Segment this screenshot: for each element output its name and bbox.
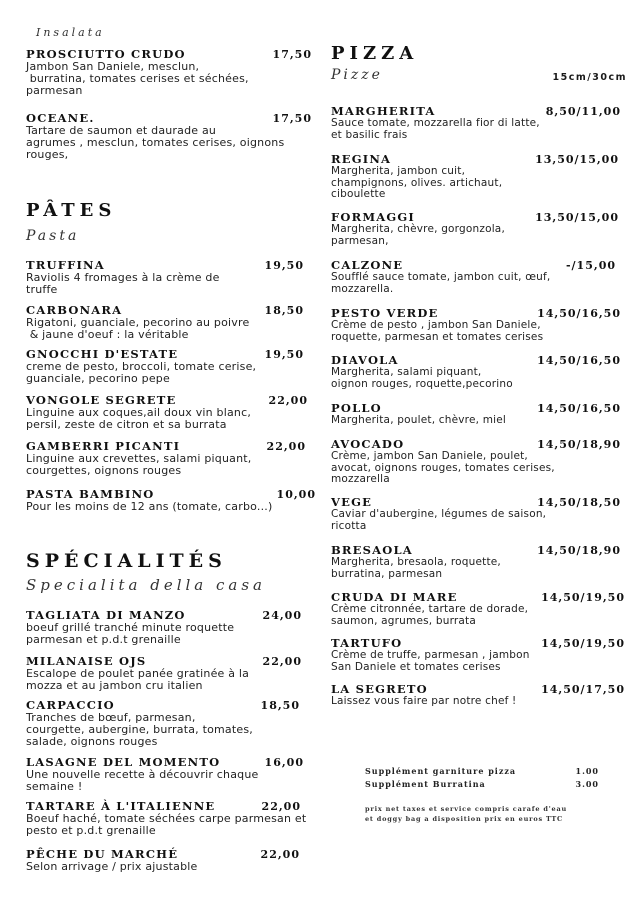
item-name: PROSCIUTTO CRUDO bbox=[26, 47, 186, 61]
item-price: 10,00 bbox=[276, 488, 316, 501]
item-price: 14,50/19,50 bbox=[541, 637, 625, 650]
pizza-sizes: 15cm/30cm bbox=[552, 72, 627, 83]
supplement-row bbox=[365, 779, 599, 792]
item-description: Margherita, poulet, chèvre, miel bbox=[331, 414, 507, 426]
item-description: Escalope de poulet panée gratinée à la mozza et au jambon cru italien bbox=[26, 667, 250, 692]
menu-item-diavola bbox=[331, 354, 621, 390]
pizza-heading: PIZZA bbox=[331, 43, 419, 64]
specialites-heading: SPÉCIALITÉS bbox=[26, 550, 227, 572]
item-name: TARTUFO bbox=[331, 636, 403, 650]
pates-heading: PÂTES bbox=[26, 200, 117, 221]
item-name: PASTA BAMBINO bbox=[26, 487, 155, 501]
item-price: 22,00 bbox=[261, 800, 301, 813]
item-name: DIAVOLA bbox=[331, 353, 399, 367]
item-price: 8,50/11,00 bbox=[545, 105, 621, 118]
item-price: 14,50/18,50 bbox=[537, 496, 621, 509]
item-price: 14,50/16,50 bbox=[537, 354, 621, 367]
item-name: BRESAOLA bbox=[331, 543, 413, 557]
item-description: Laissez vous faire par notre chef ! bbox=[331, 695, 517, 707]
menu-item-cruda-di-mare bbox=[331, 591, 625, 627]
item-price: 18,50 bbox=[260, 699, 300, 712]
item-name: OCEANE. bbox=[26, 111, 95, 125]
insalata-title: Insalata bbox=[36, 26, 105, 39]
item-name: VEGE bbox=[331, 495, 373, 509]
item-description: Une nouvelle recette à découvrir chaque semaine ! bbox=[26, 768, 259, 793]
menu-item-tartare-a-litalienne bbox=[26, 799, 307, 837]
item-description: Selon arrivage / prix ajustable bbox=[26, 860, 198, 873]
price-footnote: prix net taxes et service compris carafe d'eau et doggy bag a disposition prix en euros TTC bbox=[365, 805, 568, 823]
item-description: Crème, jambon San Daniele, poulet, avocat, oignons rouges, tomates cerises, mozzarella bbox=[331, 450, 555, 485]
item-price: 17,50 bbox=[272, 112, 312, 125]
item-description: Tartare de saumon et daurade au agrumes , mesclun, tomates cerises, oignons rouges, bbox=[26, 124, 285, 161]
menu-item-pasta-bambino bbox=[26, 488, 316, 513]
menu-item-prosciutto-crudo bbox=[26, 48, 312, 97]
item-name: CRUDA DI MARE bbox=[331, 590, 458, 604]
item-price: 14,50/16,50 bbox=[537, 402, 621, 415]
menu-item-formaggi bbox=[331, 211, 619, 247]
item-price: 14,50/18,90 bbox=[537, 544, 621, 557]
menu-item-bresaola bbox=[331, 544, 621, 580]
menu-item-peche-du-marche bbox=[26, 848, 300, 873]
item-price: 22,00 bbox=[262, 655, 302, 668]
item-price: 22,00 bbox=[268, 394, 308, 407]
item-description: Crème citronnée, tartare de dorade, saumon, agrumes, burrata bbox=[331, 603, 529, 627]
item-description: Margherita, bresaola, roquette, burratina, parmesan bbox=[331, 556, 501, 580]
item-description: Rigatoni, guanciale, pecorino au poivre & jaune d'oeuf : la véritable bbox=[26, 316, 250, 341]
item-name: TRUFFINA bbox=[26, 258, 105, 272]
item-description: Margherita, salami piquant, oignon rouges, roquette,pecorino bbox=[331, 366, 513, 390]
item-price: 13,50/15,00 bbox=[535, 211, 619, 224]
item-price: 18,50 bbox=[264, 304, 304, 317]
item-price: 13,50/15,00 bbox=[535, 153, 619, 166]
item-price: 14,50/16,50 bbox=[537, 307, 621, 320]
menu-item-tartufo bbox=[331, 637, 625, 673]
specialites-subtitle: Specialita della casa bbox=[26, 576, 266, 594]
item-price: 14,50/19,50 bbox=[541, 591, 625, 604]
item-description: Soufflé sauce tomate, jambon cuit, œuf, mozzarella. bbox=[331, 271, 551, 295]
item-price: 14,50/17,50 bbox=[541, 683, 625, 696]
item-description: Tranches de bœuf, parmesan, courgette, aubergine, burrata, tomates, salade, oignons rouges bbox=[26, 711, 253, 748]
item-description: creme de pesto, broccoli, tomate cerise, guanciale, pecorino pepe bbox=[26, 360, 257, 385]
menu-item-carpaccio bbox=[26, 699, 300, 748]
item-name: GAMBERRI PICANTI bbox=[26, 439, 181, 453]
item-description: Pour les moins de 12 ans (tomate, carbo...) bbox=[26, 500, 273, 513]
pizza-subtitle: Pizze bbox=[331, 67, 383, 83]
item-description: Linguine aux coques,ail doux vin blanc, persil, zeste de citron et sa burrata bbox=[26, 406, 252, 431]
item-description: Raviolis 4 fromages à la crème de truffe bbox=[26, 271, 220, 296]
item-name: TAGLIATA DI MANZO bbox=[26, 608, 186, 622]
item-name: CALZONE bbox=[331, 258, 404, 272]
item-description: Caviar d'aubergine, légumes de saison, ricotta bbox=[331, 508, 547, 532]
item-description: Crème de truffe, parmesan , jambon San Daniele et tomates cerises bbox=[331, 649, 530, 673]
menu-item-la-segreto bbox=[331, 683, 625, 708]
item-description: boeuf grillé tranché minute roquette parmesan et p.d.t grenaille bbox=[26, 621, 235, 646]
supplement-label: Supplément Burratina bbox=[365, 779, 486, 789]
item-price: 22,00 bbox=[260, 848, 300, 861]
item-price: 19,50 bbox=[264, 348, 304, 361]
item-description: Margherita, chèvre, gorgonzola, parmesan, bbox=[331, 223, 505, 247]
menu-item-pesto-verde bbox=[331, 307, 621, 343]
item-description: Sauce tomate, mozzarella fior di latte, et basilic frais bbox=[331, 117, 540, 141]
menu-item-regina bbox=[331, 153, 619, 201]
item-description: Linguine aux crevettes, salami piquant, courgettes, oignons rouges bbox=[26, 452, 252, 477]
menu-item-avocado bbox=[331, 438, 621, 486]
menu-item-margherita bbox=[331, 105, 621, 141]
item-description: Boeuf haché, tomate séchées carpe parmesan et pesto et p.d.t grenaille bbox=[26, 812, 307, 837]
pates-subtitle: Pasta bbox=[26, 228, 80, 244]
menu-item-gamberri-picanti bbox=[26, 440, 306, 477]
item-price: 16,00 bbox=[264, 756, 304, 769]
supplement-label: Supplément garniture pizza bbox=[365, 766, 517, 776]
item-description: Crème de pesto , jambon San Daniele, roquette, parmesan et tomates cerises bbox=[331, 319, 544, 343]
item-name: LASAGNE DEL MOMENTO bbox=[26, 755, 221, 769]
menu-item-milanaise-ojs bbox=[26, 655, 302, 692]
menu-item-oceane bbox=[26, 112, 312, 161]
item-price: 14,50/18,90 bbox=[537, 438, 621, 451]
item-name: MILANAISE OJS bbox=[26, 654, 147, 668]
supplements bbox=[365, 766, 599, 792]
supplement-price: 1.00 bbox=[575, 766, 599, 776]
supplement-price: 3.00 bbox=[575, 779, 599, 789]
menu-item-gnocchi-destate bbox=[26, 348, 304, 385]
item-description: Jambon San Daniele, mesclun, burratina, tomates cerises et séchées, parmesan bbox=[26, 60, 249, 97]
item-name: PESTO VERDE bbox=[331, 306, 439, 320]
menu-item-pollo bbox=[331, 402, 621, 427]
item-name: REGINA bbox=[331, 152, 392, 166]
menu-item-truffina bbox=[26, 259, 304, 296]
item-name: GNOCCHI D'ESTATE bbox=[26, 347, 179, 361]
item-name: FORMAGGI bbox=[331, 210, 416, 224]
menu-item-tagliata-di-manzo bbox=[26, 609, 302, 646]
menu-item-calzone bbox=[331, 259, 616, 295]
menu-item-vege bbox=[331, 496, 621, 532]
item-name: AVOCADO bbox=[331, 437, 405, 451]
item-price: 22,00 bbox=[266, 440, 306, 453]
item-name: LA SEGRETO bbox=[331, 682, 428, 696]
item-name: POLLO bbox=[331, 401, 382, 415]
item-name: MARGHERITA bbox=[331, 104, 436, 118]
item-name: CARBONARA bbox=[26, 303, 123, 317]
item-name: VONGOLE SEGRETE bbox=[26, 393, 177, 407]
item-price: 19,50 bbox=[264, 259, 304, 272]
supplement-row bbox=[365, 766, 599, 779]
menu-item-carbonara bbox=[26, 304, 304, 341]
item-name: PÊCHE DU MARCHÉ bbox=[26, 847, 179, 861]
menu-item-lasagne-del-momento bbox=[26, 756, 304, 793]
item-price: -/15,00 bbox=[565, 259, 616, 272]
menu-item-vongole-segrete bbox=[26, 394, 308, 431]
item-name: CARPACCIO bbox=[26, 698, 115, 712]
item-price: 24,00 bbox=[262, 609, 302, 622]
item-price: 17,50 bbox=[272, 48, 312, 61]
item-description: Margherita, jambon cuit, champignons, olives. artichaut, ciboulette bbox=[331, 165, 503, 200]
item-name: TARTARE À L'ITALIENNE bbox=[26, 799, 216, 813]
